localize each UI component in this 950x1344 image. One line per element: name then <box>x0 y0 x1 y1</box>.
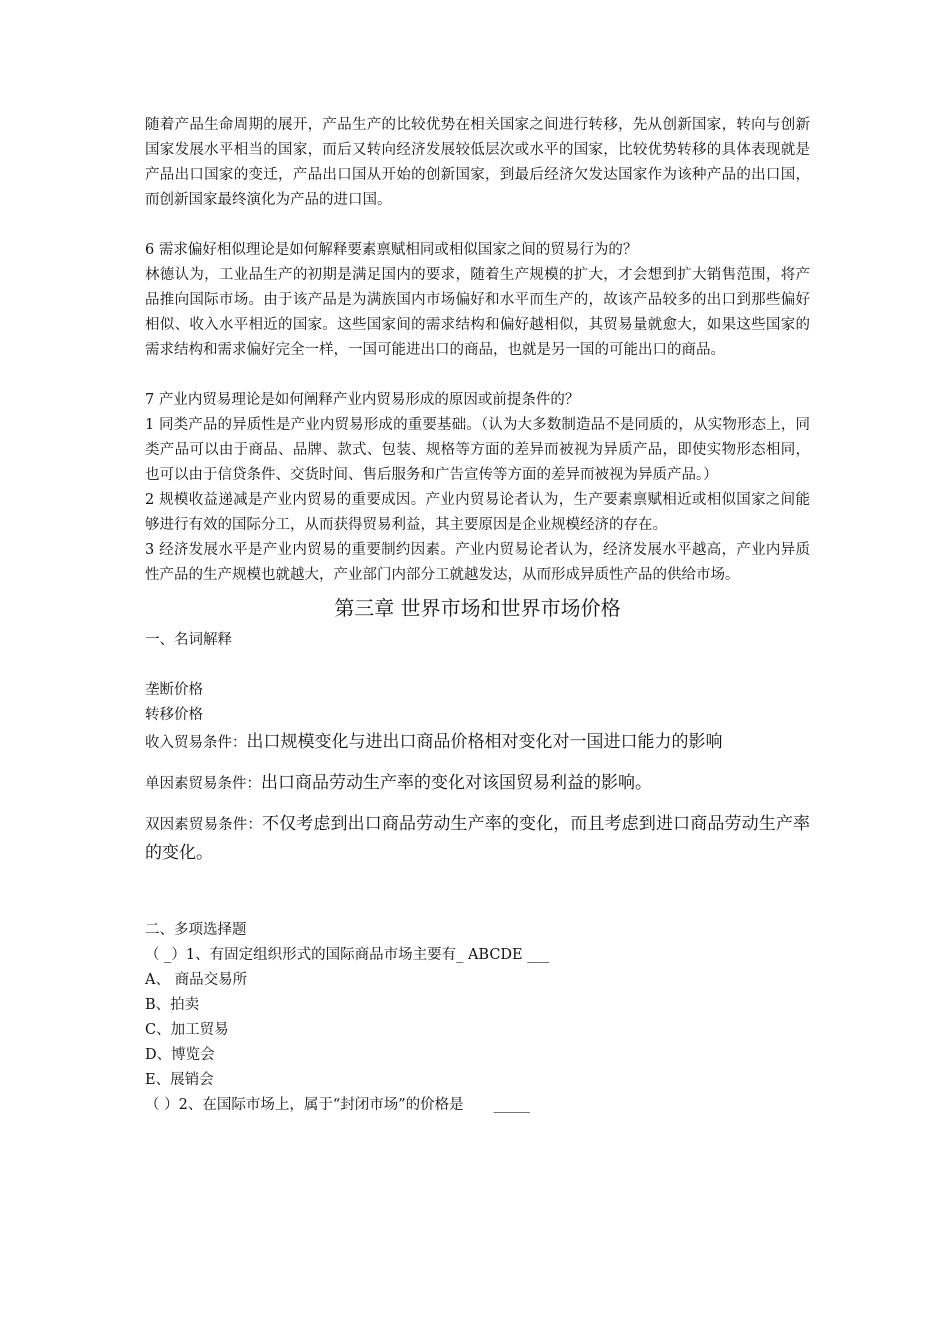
term-definition: 不仅考虑到出口商品劳动生产率的变化，而且考虑到进口商品劳动生产率的变化。 <box>145 814 811 863</box>
term-definition: 出口规模变化与进出口商品价格相对变化对一国进口能力的影响 <box>246 732 723 752</box>
answer-6: 林德认为，工业品生产的初期是满足国内的要求，随着生产规模的扩大，才会想到扩大销售范围，将产品推向国际市场。由于该产品是为满族国内市场偏好和水平而生产的，故该产品较多的出口到那些偏好相似、收入水平相近的国家。这些国家间的需求结构和偏好越相似，其贸易量就愈大，如果这些国家的需求结构和需求偏好完全一样，一国可能进出口的商品，也就是另一国的可能出口的商品。 <box>145 267 810 358</box>
paragraph-product-lifecycle: 随着产品生命周期的展开，产品生产的比较优势在相关国家之间进行转移，先从创新国家，转向与创新国家发展水平相当的国家，而后又转向经济发展较低层次或水平的国家，比较优势转移的具体表现就是产品出口国家的变迁，产品出口国从开始的创新国家，到最后经济欠发达国家作为该种产品的出口国，而创新国家最终演化为产品的进口国。 <box>145 117 810 208</box>
mc-option-b: B、拍卖 <box>145 997 200 1013</box>
term-label: 收入贸易条件： <box>145 735 247 751</box>
question-6: 6 需求偏好相似理论是如何解释要素禀赋相同或相似国家之间的贸易行为的？ <box>145 242 638 258</box>
term-transfer-price <box>145 703 810 728</box>
answer-7-point-3: 3 经济发展水平是产业内贸易的重要制约因素。产业内贸易论者认为，经济发展水平越高，产业内异质性产品的生产规模也就越大，产业部门内部分工就越发达，从而形成异质性产品的供给市场。 <box>145 542 810 583</box>
section-heading-multiple-choice: 二、多项选择题 <box>145 922 247 938</box>
mc-option-e: E、展销会 <box>145 1072 214 1088</box>
mc-question-2-stem: （ ）2、在国际市场上，属于“封闭市场”的价格是 <box>145 1097 464 1113</box>
term-definition: 出口商品劳动生产率的变化对该国贸易利益的影响。 <box>261 773 652 793</box>
term-label: 垄断价格 <box>145 682 203 698</box>
term-single-factor-terms <box>145 769 810 798</box>
term-double-factor-terms <box>145 810 810 868</box>
mc-option-a: A、 商品交易所 <box>145 972 248 988</box>
document-body <box>145 113 810 1118</box>
section-heading-terms: 一、名词解释 <box>145 632 232 648</box>
term-label: 转移价格 <box>145 707 203 723</box>
mc-option-c: C、加工贸易 <box>145 1022 229 1038</box>
mc-question-2 <box>145 1093 810 1118</box>
chapter-title: 第三章 世界市场和世界市场价格 <box>334 596 621 620</box>
answer-blank: _____ <box>493 1097 530 1113</box>
term-label: 单因素贸易条件： <box>145 776 261 792</box>
answer-7-point-1: 1 同类产品的异质性是产业内贸易形成的重要基础。（认为大多数制造品不是同质的，从实物形态上，同类产品可以由于商品、品牌、款式、包装、规格等方面的差异而被视为异质产品，即使实物形态相同，也可以由于信贷条件、交货时间、售后服务和广告宣传等方面的差异而被视为异质产品。） <box>145 417 810 483</box>
term-label: 双因素贸易条件： <box>145 817 263 833</box>
mc-option-d: D、博览会 <box>145 1047 215 1063</box>
term-income-terms-of-trade <box>145 728 810 757</box>
term-monopoly-price <box>145 678 810 703</box>
mc-question-1-stem: （ _）1、有固定组织形式的国际商品市场主要有_ ABCDE ___ <box>145 947 550 963</box>
answer-7-point-2: 2 规模收益递减是产业内贸易的重要成因。产业内贸易论者认为，生产要素禀赋相近或相似国家之间能够进行有效的国际分工，从而获得贸易利益，其主要原因是企业规模经济的存在。 <box>145 492 810 533</box>
question-7: 7 产业内贸易理论是如何阐释产业内贸易形成的原因或前提条件的？ <box>145 392 580 408</box>
